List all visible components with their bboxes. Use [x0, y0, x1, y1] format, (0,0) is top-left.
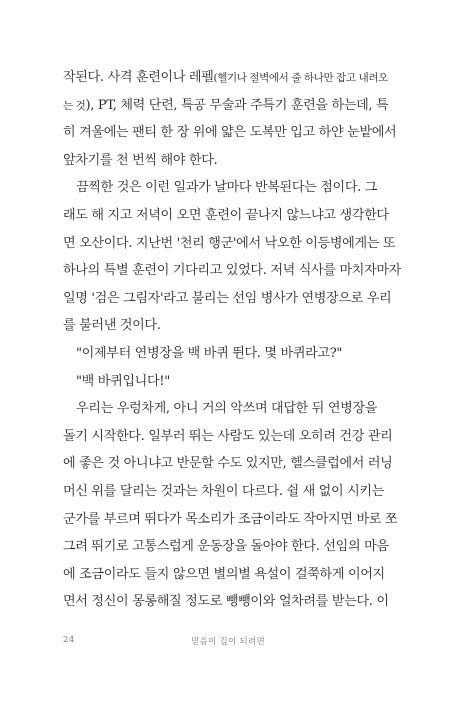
text-line: [63, 368, 393, 396]
text-run: 면 오산이다. 지난번 '천리 행군'에서 낙오한 이등병에게는 또: [63, 235, 396, 251]
text-run: 일명 '검은 그림자'라고 불리는 선임 병사가 연병장으로 우리: [63, 290, 392, 306]
text-line: [63, 478, 393, 506]
text-run: 그려 뛰기로 고통스럽게 운동장을 돌아야 한다. 선임의 마음: [63, 539, 389, 555]
text-run: 끔찍한 것은 이런 일과가 날마다 반복된다는 점이다. 그: [76, 180, 378, 196]
text-line: [63, 92, 393, 120]
text-run: 면서 정신이 몽롱해질 정도로 뺑뺑이와 얼차려를 받는다. 이: [63, 594, 389, 610]
parenthetical-note: 는 것: [63, 99, 86, 112]
text-line: [63, 423, 393, 451]
text-run: 래도 해 지고 저녁이 오면 훈련이 끝나지 않느냐고 생각한다: [63, 207, 389, 223]
text-run: "이제부터 연병장을 백 바퀴 뛴다. 몇 바퀴라고?": [76, 345, 343, 361]
text-line: [63, 285, 393, 313]
text-run: 머신 위를 달리는 것과는 차원이 다르다. 쉴 새 없이 시키는: [63, 483, 384, 499]
text-run: 에 좋은 것 아니냐고 반문할 수도 있지만, 헬스클럽에서 러닝: [63, 456, 393, 472]
text-line: [63, 395, 393, 423]
page-footer: [63, 635, 393, 651]
text-run: ), PT, 체력 단련, 특공 무술과 주특기 훈련을 하는데, 특: [85, 97, 389, 113]
text-line: [63, 312, 393, 340]
page-number: 24: [63, 635, 75, 645]
text-run: 에 조금이라도 들지 않으면 별의별 욕설이 걸쭉하게 이어지: [63, 566, 385, 582]
text-line: [63, 119, 397, 147]
text-run: 우리는 우렁차게, 아니 거의 악쓰며 대답한 뒤 연병장을: [76, 401, 378, 417]
text-line: [63, 506, 398, 534]
text-line: [63, 340, 393, 368]
text-line: [63, 147, 393, 175]
text-run: 히 겨울에는 팬티 한 장 위에 얇은 도복만 입고 하얀 눈밭에서: [63, 125, 397, 141]
text-run: 를 불러낸 것이다.: [63, 318, 161, 334]
text-line: [63, 561, 393, 589]
text-run: 군가를 부르며 뛰다가 목소리가 조금이라도 작아지면 바로 쪼: [63, 511, 398, 527]
body-text: [63, 64, 401, 616]
parenthetical-note: (헬기나 절벽에서 줄 하나만 잡고 내려오: [213, 72, 388, 84]
text-line: [63, 230, 396, 258]
text-run: 돌기 시작한다. 일부러 뛰는 사람도 있는데 오히려 건강 관리: [63, 428, 393, 444]
text-run: 하나의 특별 훈련이 기다리고 있었다. 저녁 식사를 마치자마자: [63, 263, 401, 279]
text-line: [63, 533, 393, 561]
text-line: [63, 64, 393, 92]
text-line: [63, 174, 393, 202]
text-run: 작된다. 사격 훈련이나 레펠: [63, 70, 214, 85]
text-line: [63, 450, 393, 478]
text-line: [63, 588, 393, 616]
text-line: [63, 257, 401, 285]
running-title: 믿음이 깊이 되려면: [190, 637, 266, 647]
text-run: "백 바퀴입니다!": [76, 373, 170, 389]
text-line: [63, 202, 393, 230]
text-run: 앞차기를 천 번씩 해야 한다.: [63, 152, 218, 168]
